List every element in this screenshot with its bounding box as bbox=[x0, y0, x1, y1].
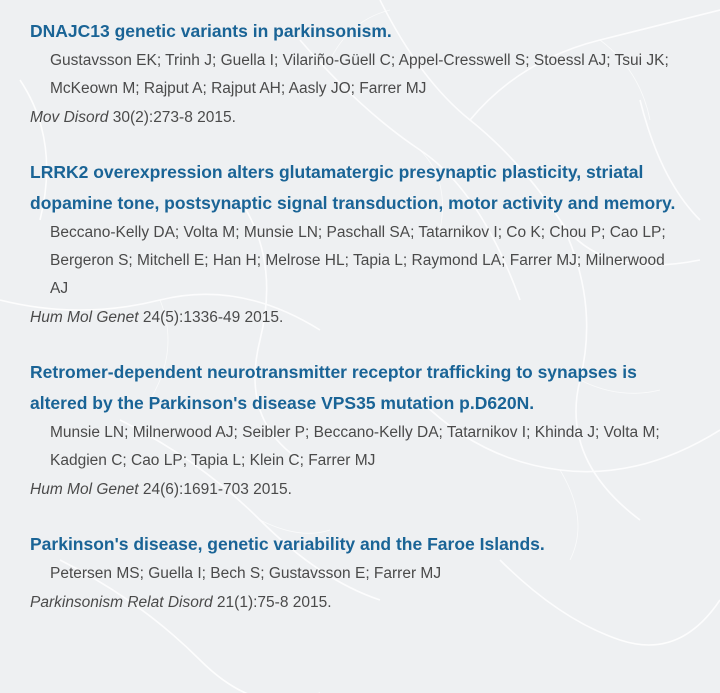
publication-authors: Gustavsson EK; Trinh J; Guella I; Vilariño-Güell C; Appel-Cresswell S; Stoessl AJ; Tsui JK; McKeown M; Rajput A; Rajput AH; Aasly JO; Farrer MJ bbox=[50, 52, 669, 97]
journal-name: Parkinsonism Relat Disord bbox=[30, 594, 213, 611]
journal-name: Hum Mol Genet bbox=[30, 481, 139, 498]
publication-authors: Petersen MS; Guella I; Bech S; Gustavsson E; Farrer MJ bbox=[50, 565, 442, 582]
citation-reference: 21(1):75-8 2015. bbox=[212, 594, 332, 611]
publication-item bbox=[30, 357, 680, 505]
publication-citation bbox=[30, 103, 680, 133]
citation-reference: 24(6):1691-703 2015. bbox=[138, 481, 292, 498]
publication-title-link[interactable]: LRRK2 overexpression alters glutamatergic presynaptic plasticity, striatal dopamine tone, postsynaptic signal transduction, motor activity and memory. bbox=[30, 162, 676, 213]
publication-citation bbox=[30, 475, 680, 505]
citation-reference: 30(2):273-8 2015. bbox=[108, 109, 236, 126]
journal-name: Mov Disord bbox=[30, 109, 109, 126]
publication-title-link[interactable]: DNAJC13 genetic variants in parkinsonism. bbox=[30, 21, 392, 41]
publication-item bbox=[30, 157, 680, 333]
publication-authors: Munsie LN; Milnerwood AJ; Seibler P; Beccano-Kelly DA; Tatarnikov I; Khinda J; Volta M; Kadgien C; Cao LP; Tapia L; Klein C; Farrer MJ bbox=[50, 424, 660, 469]
publication-citation bbox=[30, 303, 680, 333]
publication-item bbox=[30, 529, 680, 618]
publication-title-link[interactable]: Parkinson's disease, genetic variability and the Faroe Islands. bbox=[30, 534, 545, 554]
publication-item bbox=[30, 16, 680, 133]
publication-authors: Beccano-Kelly DA; Volta M; Munsie LN; Paschall SA; Tatarnikov I; Co K; Chou P; Cao LP; Bergeron S; Mitchell E; Han H; Melrose HL; Tapia L; Raymond LA; Farrer MJ; Milnerwood AJ bbox=[50, 224, 666, 297]
journal-name: Hum Mol Genet bbox=[30, 309, 139, 326]
publication-title-link[interactable]: Retromer-dependent neurotransmitter receptor trafficking to synapses is altered by the Parkinson's disease VPS35 mutation p.D620N. bbox=[30, 362, 637, 413]
publication-citation bbox=[30, 588, 680, 618]
citation-reference: 24(5):1336-49 2015. bbox=[138, 309, 284, 326]
